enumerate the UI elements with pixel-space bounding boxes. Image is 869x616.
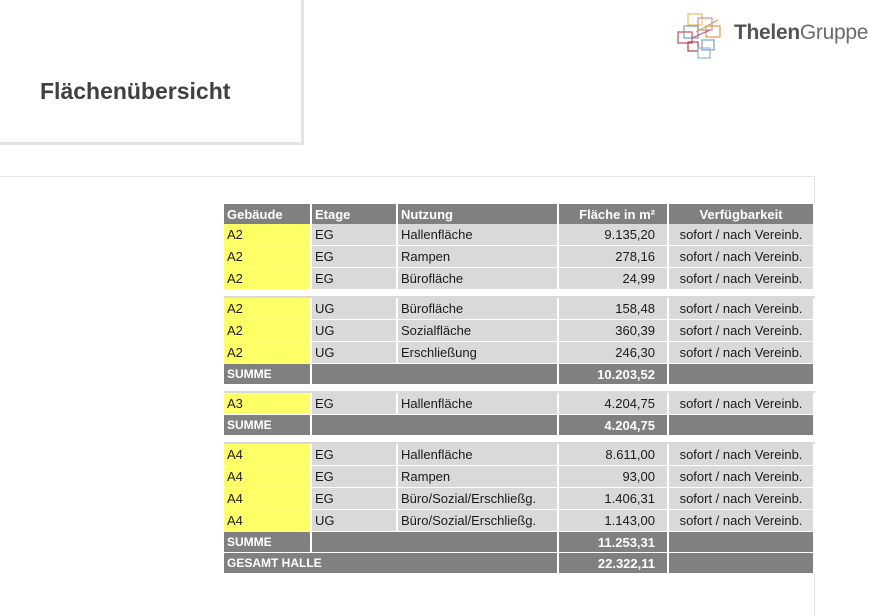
cell-building: A2 <box>224 268 311 290</box>
cell-building: A4 <box>224 510 311 532</box>
cell-floor: UG <box>311 510 397 532</box>
cell-floor: EG <box>311 443 397 466</box>
cell-usage: Hallenfläche <box>397 224 558 246</box>
logo-mark-icon <box>676 12 732 60</box>
sum-label: SUMME <box>224 364 311 385</box>
title-card <box>0 0 304 145</box>
spacer-row <box>224 290 814 298</box>
cell-usage: Hallenfläche <box>397 392 558 415</box>
cell-area: 9.135,20 <box>558 224 668 246</box>
cell-area: 24,99 <box>558 268 668 290</box>
table-row <box>224 224 814 246</box>
header-usage: Nutzung <box>397 204 558 224</box>
cell-building: A2 <box>224 246 311 268</box>
table-row <box>224 342 814 364</box>
table-row <box>224 392 814 415</box>
cell-availability: sofort / nach Vereinb. <box>668 510 814 532</box>
cell-availability: sofort / nach Vereinb. <box>668 443 814 466</box>
cell-usage: Hallenfläche <box>397 443 558 466</box>
cell-floor: EG <box>311 488 397 510</box>
cell-availability: sofort / nach Vereinb. <box>668 224 814 246</box>
header-availability: Verfügbarkeit <box>668 204 814 224</box>
cell-availability: sofort / nach Vereinb. <box>668 488 814 510</box>
cell-building: A4 <box>224 488 311 510</box>
sum-value: 10.203,52 <box>558 364 668 385</box>
cell-floor: UG <box>311 320 397 342</box>
cell-availability: sofort / nach Vereinb. <box>668 392 814 415</box>
cell-building: A2 <box>224 224 311 246</box>
cell-building: A4 <box>224 466 311 488</box>
header-building: Gebäude <box>224 204 311 224</box>
table-row <box>224 466 814 488</box>
cell-floor: EG <box>311 392 397 415</box>
cell-area: 8.611,00 <box>558 443 668 466</box>
cell-area: 158,48 <box>558 297 668 320</box>
table-row <box>224 443 814 466</box>
cell-usage: Bürofläche <box>397 297 558 320</box>
total-value: 22.322,11 <box>558 553 668 574</box>
cell-building: A2 <box>224 320 311 342</box>
cell-building: A2 <box>224 297 311 320</box>
table-row <box>224 488 814 510</box>
sum-row <box>224 364 814 385</box>
cell-availability: sofort / nach Vereinb. <box>668 246 814 268</box>
cell-floor: EG <box>311 224 397 246</box>
cell-building: A3 <box>224 392 311 415</box>
cell-availability: sofort / nach Vereinb. <box>668 342 814 364</box>
cell-area: 278,16 <box>558 246 668 268</box>
cell-availability: sofort / nach Vereinb. <box>668 466 814 488</box>
cell-usage: Bürofläche <box>397 268 558 290</box>
cell-availability: sofort / nach Vereinb. <box>668 268 814 290</box>
cell-availability: sofort / nach Vereinb. <box>668 297 814 320</box>
cell-usage: Büro/Sozial/Erschließg. <box>397 488 558 510</box>
cell-floor: EG <box>311 246 397 268</box>
sum-label: SUMME <box>224 532 311 553</box>
cell-floor: UG <box>311 342 397 364</box>
total-label: GESAMT HALLE <box>224 553 558 574</box>
cell-area: 246,30 <box>558 342 668 364</box>
cell-usage: Rampen <box>397 466 558 488</box>
spacer-row <box>224 436 814 444</box>
cell-building: A4 <box>224 443 311 466</box>
cell-floor: EG <box>311 466 397 488</box>
sum-label: SUMME <box>224 415 311 436</box>
sum-row <box>224 532 814 553</box>
cell-floor: EG <box>311 268 397 290</box>
logo-wordmark: ThelenGruppe <box>734 21 869 44</box>
sum-row <box>224 415 814 436</box>
header-floor: Etage <box>311 204 397 224</box>
table-row <box>224 268 814 290</box>
cell-area: 4.204,75 <box>558 392 668 415</box>
cell-usage: Erschließung <box>397 342 558 364</box>
cell-area: 360,39 <box>558 320 668 342</box>
table-header-row <box>224 204 814 224</box>
cell-building: A2 <box>224 342 311 364</box>
page-title: Flächenübersicht <box>40 78 231 104</box>
cell-usage: Sozialfläche <box>397 320 558 342</box>
table-row <box>224 320 814 342</box>
cell-availability: sofort / nach Vereinb. <box>668 320 814 342</box>
company-logo <box>676 12 869 60</box>
cell-floor: UG <box>311 297 397 320</box>
total-row <box>224 553 814 574</box>
cell-area: 93,00 <box>558 466 668 488</box>
table-row <box>224 297 814 320</box>
cell-usage: Büro/Sozial/Erschließg. <box>397 510 558 532</box>
sum-value: 11.253,31 <box>558 532 668 553</box>
header-area: Fläche in m² <box>558 204 668 224</box>
sum-value: 4.204,75 <box>558 415 668 436</box>
cell-area: 1.143,00 <box>558 510 668 532</box>
cell-usage: Rampen <box>397 246 558 268</box>
table-row <box>224 246 814 268</box>
cell-area: 1.406,31 <box>558 488 668 510</box>
area-table <box>224 204 815 574</box>
table-row <box>224 510 814 532</box>
spacer-row <box>224 385 814 393</box>
